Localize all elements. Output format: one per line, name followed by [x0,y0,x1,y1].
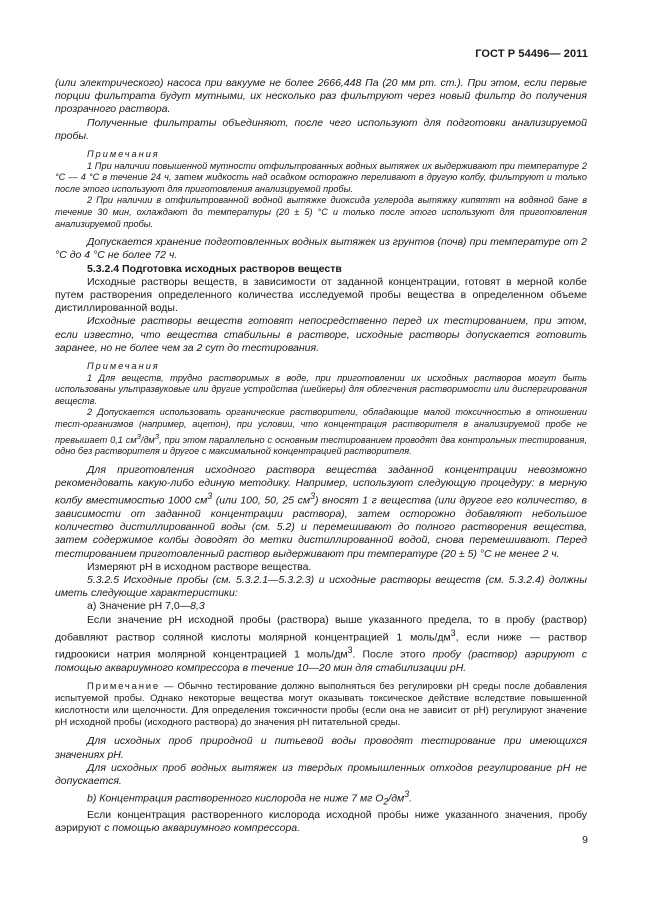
section-heading: 5.3.2.4 Подготовка исходных растворов веществ [87,262,342,275]
paragraph: Для исходных проб природной и питьевой воды проводят тестирование при имеющихся значениях рН. [55,735,587,761]
paragraph: Для приготовления исходного раствора вещества заданной концентрации невозможно рекомендовать какую-либо единую методику. Например, используют следующую процедуру: в мерную колбу вместимостью 1000 $см^3$ (или 100, 50, 25 $см^3$) вносят 1 г вещества (или другое его количество, в зависимости от заданной концентрации раствора), затем осторожно добавляют небольшое количество дистиллированной воды (см. 5.2) и перемешивают до полного растворения вещества, затем содержимое колбы доводят до метки дистиллированной водой, снова перемешивают. Перед тестированием приготовленный раствор выдерживают при температуре (20 ± 5) °С не менее 2 ч. [55,463,587,560]
note-item: 2 При наличии в отфильтрованной водной вытяжке диоксида углерода вытяжку кипятят на водяной бане в течение 30 мин, охлаждают до температуры (20 ± 5) °С и только после этого используют для приготовления анализируемой пробы. [55,195,587,229]
note-item: 1 Для веществ, трудно растворимых в воде, при приготовлении их исходных растворов могут быть использованы ультразвуковые или другие устройства (шейкеры) для облегчения растворимости или диспергирования веществ. [55,372,587,406]
list-item: b) Концентрация растворенного кислорода не ниже 7 мг $О_2/дм^3$. [87,789,413,807]
notes-heading: Примечания [87,361,160,371]
paragraph: Допускается хранение подготовленных водных вытяжек из грунтов (почв) при температуре от 2 °С до 4 °С не более 72 ч. [55,236,587,262]
note-item: 2 Допускается использовать органические растворители, обладающие малой токсичностью в отношении тест-организмов (например, ацетон), при условии, что концентрация растворителя в анализируемой пробе не превышает 0,1 $см^3/дм^3$, при этом параллельно с основным тестированием проводят два контрольных тестирования, одно без растворителя и другое с максимальной концентрацией растворителя. [55,407,587,457]
paragraph: Если концентрация растворенного кислорода исходной пробы ниже указанного значения, пробу аэрируют с помощью аквариумного компрессора. [55,808,587,835]
paragraph: Измеряют рН в исходном растворе вещества. [87,560,312,573]
list-item: а) Значение рН 7,0—8,3 [87,600,205,613]
paragraph: (или электрического) насоса при вакууме не более 2666,448 Па (20 мм рт. ст.). При этом, если первые порции фильтрата будут мутными, их несколько раз фильтруют через новый фильтр до получения прозрачного раствора. [55,77,587,116]
paragraph: Полученные фильтраты объединяют, после чего используют для подготовки анализируемой пробы. [55,116,587,142]
notes-heading: Примечания [87,149,160,160]
page-number: 9 [582,834,588,846]
paragraph: Для исходных проб водных вытяжек из твердых промышленных отходов регулирование рН не допускается. [55,761,587,787]
note-block: Примечание — Обычно тестирование должно выполняться без регулировки рН среды после добавления испытуемой пробы. Однако некоторые вещества могут оказывать токсическое действие вследствие повышенной кислотности или щелочности. Для определения токсичности пробы (если она не зависит от рН) регулируют значение рН исходной пробы (исходного раствора) до значения рН питательной среды. [55,681,587,729]
paragraph: Если значение рН исходной пробы (раствора) выше указанного предела, то в пробу (раствор) добавляют раствор соляной кислоты молярной концентрацией 1 моль/$дм^3$, если ниже — раствор гидроокиси натрия молярной концентрацией 1 моль/$дм^3$. После этого пробу (раствор) аэрируют с помощью аквариумного компрессора в течение 10—20 мин для стабилизации рН. [55,613,587,675]
paragraph: 5.3.2.5 Исходные пробы (см. 5.3.2.1—5.3.2.3) и исходные растворы веществ (см. 5.3.2.4) должны иметь следующие характеристики: [55,573,587,600]
note-item: 1 При наличии повышенной мутности отфильтрованных водных вытяжек их выдерживают при температуре 2 °С — 4 °С в течение 24 ч, затем жидкость над осадком осторожно переливают в другую колбу, фильтруют и только после этого используют для приготовления анализируемой пробы. [55,160,587,194]
paragraph: Исходные растворы веществ готовят непосредственно перед их тестированием, при этом, если известно, что вещества стабильны в растворе, исходные растворы допускается готовить заранее, но не более чем за 2 сут до тестирования. [55,315,587,354]
document-body [55,77,587,835]
document-header: ГОСТ Р 54496— 2011 [475,48,588,60]
paragraph: Исходные растворы веществ, в зависимости от заданной концентрации, готовят в мерной колбе путем растворения определенного количества исследуемой пробы вещества в определенном объеме дистиллированной воды. [55,275,587,315]
